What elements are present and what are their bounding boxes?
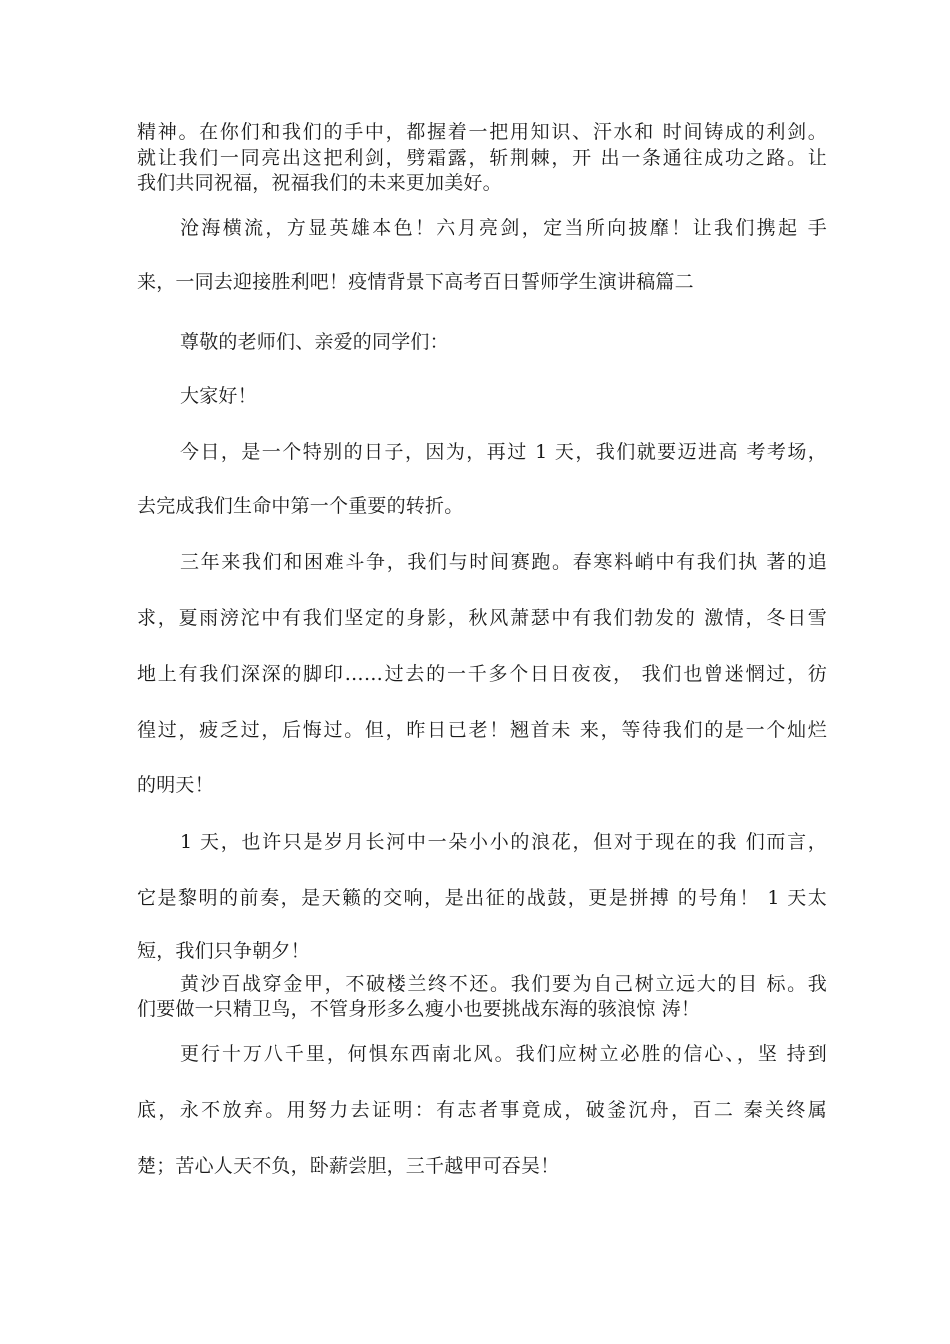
text-line: 去完成我们生命中第一个重要的转折。 (137, 495, 464, 517)
text-line: 的明天！ (137, 774, 214, 796)
text-line: 黄沙百战穿金甲，不破楼兰终不还。我们要为自己树立远大的目 标。我 (180, 973, 827, 995)
text-line: 徨过，疲乏过，后悔过。但，昨日已老！翘首未 来，等待我们的是一个灿烂 (137, 719, 827, 741)
text-line: 它是黎明的前奏，是天籁的交响，是出征的战鼓，更是拼搏 的号角！ 1 天太 (137, 887, 827, 909)
text-line: 就让我们一同亮出这把利剑，劈霜露，斩荆棘，开 出一条通往成功之路。让 (137, 147, 827, 169)
text-line: 精神。在你们和我们的手中，都握着一把用知识、汗水和 时间铸成的利剑。 (137, 121, 827, 143)
text-line: 来，一同去迎接胜利吧！疫情背景下高考百日誓师学生演讲稿篇二 (137, 271, 694, 293)
text-line: 大家好！ (180, 385, 257, 407)
text-line: 更行十万八千里，何惧东西南北风。我们应树立必胜的信心、，坚 持到 (180, 1043, 827, 1065)
text-line: 1 天，也许只是岁月长河中一朵小小的浪花，但对于现在的我 们而言， (180, 831, 827, 853)
text-line: 们要做一只精卫鸟，不管身形多么瘦小也要挑战东海的骇浪惊 涛！ (137, 998, 701, 1020)
text-line: 沧海横流，方显英雄本色！六月亮剑，定当所向披靡！让我们携起 手 (180, 217, 827, 239)
text-line: 三年来我们和困难斗争，我们与时间赛跑。春寒料峭中有我们执 著的追 (180, 551, 827, 573)
text-line: 底，永不放弃。用努力去证明：有志者事竟成，破釜沉舟，百二 秦关终属 (137, 1099, 827, 1121)
text-line: 我们共同祝福，祝福我们的未来更加美好。 (137, 172, 502, 194)
text-line: 今日，是一个特别的日子，因为，再过 1 天，我们就要迈进高 考考场， (180, 441, 827, 463)
text-line: 尊敬的老师们、亲爱的同学们： (180, 331, 449, 353)
text-line: 短，我们只争朝夕！ (137, 940, 310, 962)
text-line: 楚；苦心人天不负，卧薪尝胆，三千越甲可吞吴！ (137, 1155, 560, 1177)
text-line: 求，夏雨滂沱中有我们坚定的身影，秋风萧瑟中有我们勃发的 激情，冬日雪 (137, 607, 827, 629)
text-line: 地上有我们深深的脚印……过去的一千多个日日夜夜， 我们也曾迷惘过，彷 (137, 663, 827, 685)
